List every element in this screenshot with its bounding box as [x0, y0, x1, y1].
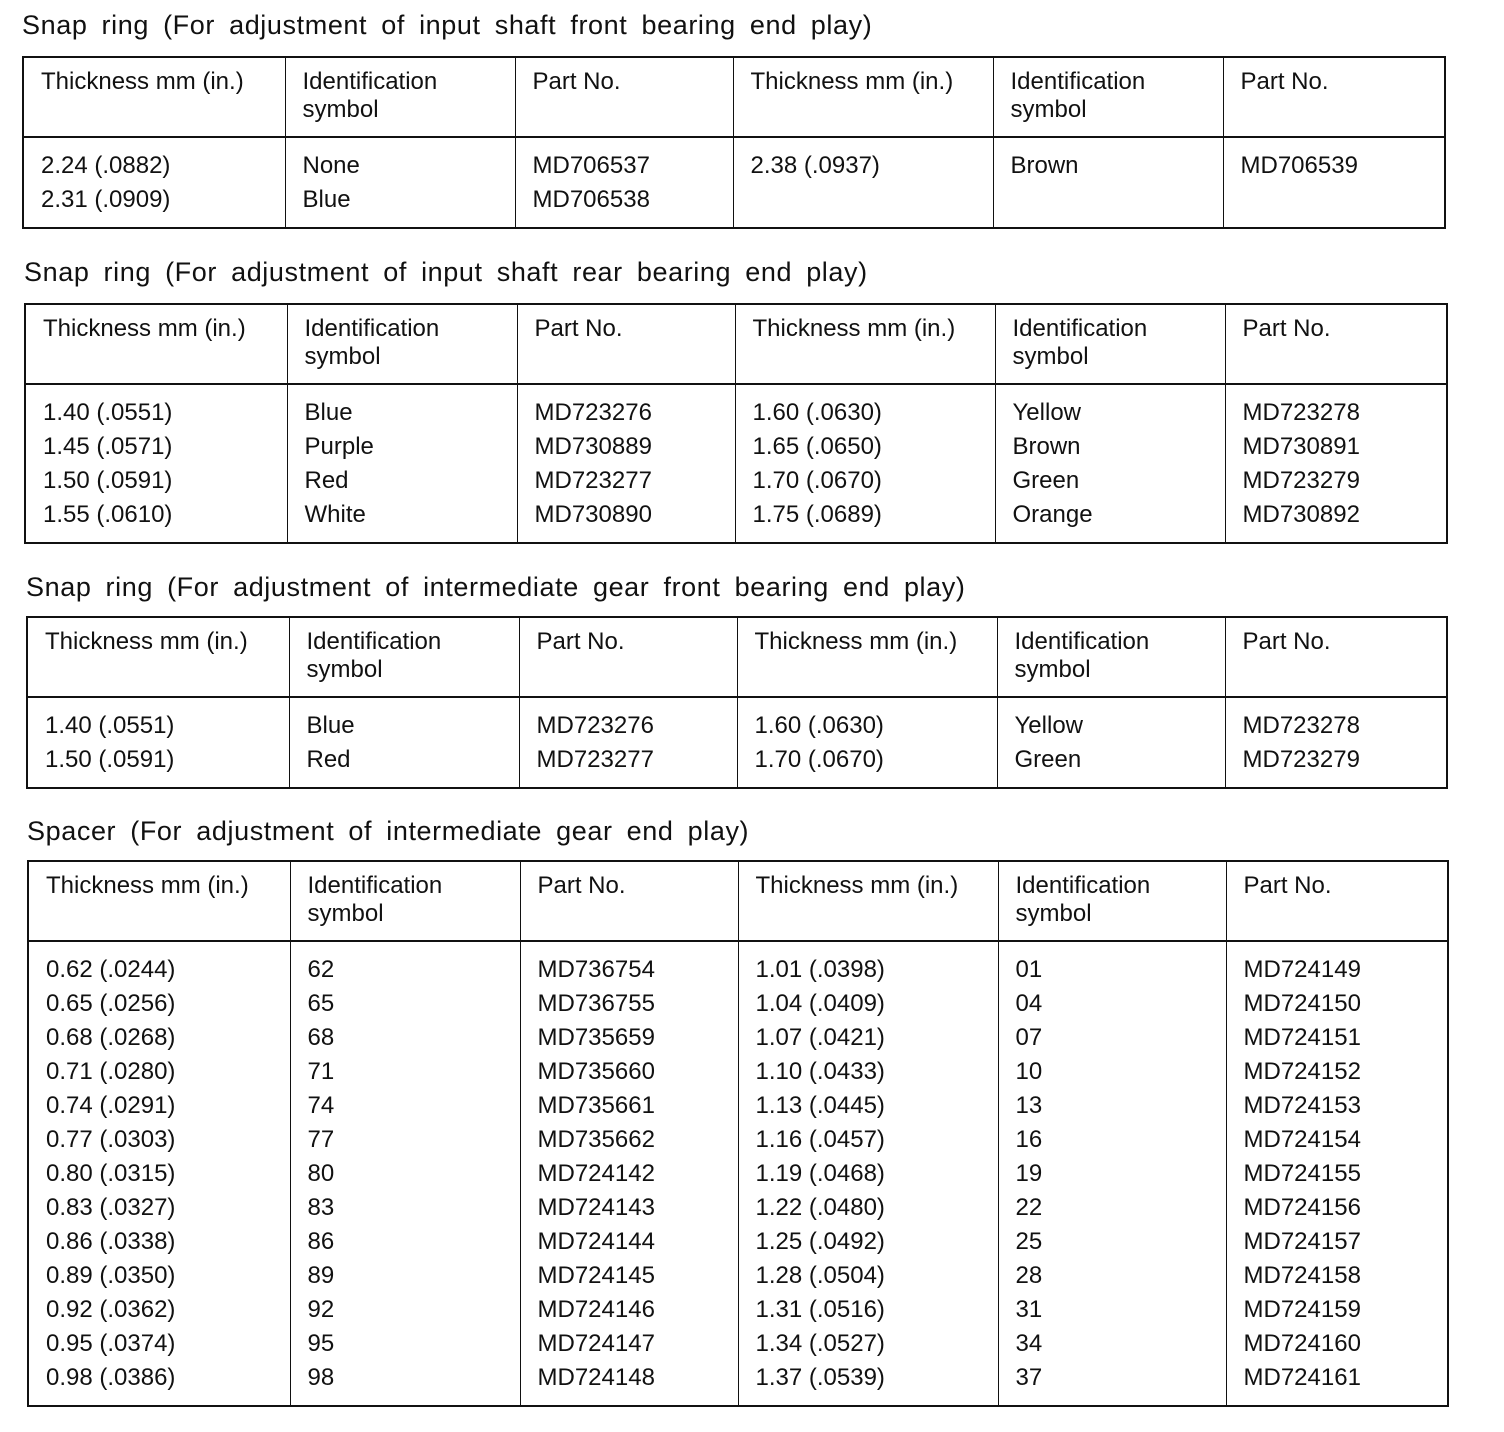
- cell-value: MD724146: [537, 1296, 655, 1323]
- header-text: Identification symbol: [1014, 628, 1150, 683]
- cell-value: 0.80 (.0315): [46, 1160, 176, 1187]
- cell-value: 71: [307, 1058, 335, 1085]
- header-part-no: Part No.: [1226, 861, 1448, 941]
- cell-value: 62: [307, 956, 335, 983]
- cell-value: Yellow: [1014, 712, 1083, 739]
- thickness-cell: [28, 941, 290, 1406]
- cell-value: 1.31 (.0516): [755, 1296, 885, 1323]
- cell-value: 1.07 (.0421): [755, 1024, 885, 1051]
- section-title: Snap ring (For adjustment of input shaft rear bearing end play): [24, 257, 868, 287]
- cell-value: 89: [307, 1262, 335, 1289]
- cell-value: MD724149: [1243, 956, 1361, 983]
- symbol-cell: [995, 384, 1225, 543]
- cell-value: 37: [1015, 1364, 1043, 1391]
- parts-table: [22, 56, 1446, 229]
- cell-value: 77: [307, 1126, 335, 1153]
- cell-value: MD706538: [532, 186, 650, 213]
- cell-value: 1.13 (.0445): [755, 1092, 885, 1119]
- cell-value: Purple: [304, 433, 374, 460]
- cell-value: 1.25 (.0492): [755, 1228, 885, 1255]
- symbol-cell: [993, 137, 1223, 228]
- cell-value: 16: [1015, 1126, 1043, 1153]
- cell-value: MD723279: [1242, 467, 1360, 494]
- cell-value: 65: [307, 990, 335, 1017]
- cell-value: MD730890: [534, 501, 652, 528]
- cell-value: Yellow: [1012, 399, 1081, 426]
- symbol-cell: [290, 941, 520, 1406]
- cell-value: White: [304, 501, 366, 528]
- cell-value: Brown: [1010, 152, 1079, 179]
- parts-table: [26, 616, 1448, 789]
- cell-value: 2.24 (.0882): [41, 152, 171, 179]
- thickness-cell: [735, 384, 995, 543]
- part-no-cell: [520, 941, 738, 1406]
- cell-value: 0.86 (.0338): [46, 1228, 176, 1255]
- cell-value: 98: [307, 1364, 335, 1391]
- cell-value: MD736754: [537, 956, 655, 983]
- header-part-no: Part No.: [517, 304, 735, 384]
- cell-value: Red: [304, 467, 349, 494]
- cell-value: 1.45 (.0571): [43, 433, 173, 460]
- thickness-cell: [23, 137, 285, 228]
- parts-table: [24, 303, 1448, 544]
- cell-value: 1.37 (.0539): [755, 1364, 885, 1391]
- cell-value: 04: [1015, 990, 1043, 1017]
- cell-value: 1.60 (.0630): [754, 712, 884, 739]
- part-no-cell: [519, 697, 737, 788]
- cell-value: 1.70 (.0670): [754, 746, 884, 773]
- cell-value: 1.40 (.0551): [43, 399, 173, 426]
- header-thickness: Thickness mm (in.): [733, 57, 993, 137]
- cell-value: Blue: [302, 186, 351, 213]
- cell-value: 92: [307, 1296, 335, 1323]
- cell-value: 86: [307, 1228, 335, 1255]
- cell-value: MD724150: [1243, 990, 1361, 1017]
- cell-value: MD723278: [1242, 712, 1360, 739]
- header-text: Identification symbol: [307, 872, 443, 927]
- cell-value: MD724155: [1243, 1160, 1361, 1187]
- cell-value: Blue: [306, 712, 355, 739]
- cell-value: 83: [307, 1194, 335, 1221]
- cell-value: 07: [1015, 1024, 1043, 1051]
- cell-value: 1.34 (.0527): [755, 1330, 885, 1357]
- cell-value: Red: [306, 746, 351, 773]
- symbol-cell: [998, 941, 1226, 1406]
- header-identification-symbol: [995, 304, 1225, 384]
- cell-value: MD735659: [537, 1024, 655, 1051]
- cell-value: 80: [307, 1160, 335, 1187]
- table-row: [28, 941, 1448, 1406]
- section-title: Spacer (For adjustment of intermediate gear end play): [27, 816, 750, 846]
- cell-value: MD724152: [1243, 1058, 1361, 1085]
- cell-value: 1.65 (.0650): [752, 433, 882, 460]
- header-identification-symbol: [998, 861, 1226, 941]
- header-identification-symbol: [997, 617, 1225, 697]
- cell-value: MD724148: [537, 1364, 655, 1391]
- cell-value: MD724147: [537, 1330, 655, 1357]
- table-row: [27, 697, 1447, 788]
- cell-value: 2.31 (.0909): [41, 186, 171, 213]
- cell-value: MD735661: [537, 1092, 655, 1119]
- cell-value: 0.89 (.0350): [46, 1262, 176, 1289]
- cell-value: MD724144: [537, 1228, 655, 1255]
- cell-value: 1.40 (.0551): [45, 712, 175, 739]
- header-identification-symbol: [289, 617, 519, 697]
- cell-value: 1.55 (.0610): [43, 501, 173, 528]
- cell-value: Green: [1012, 467, 1080, 494]
- header-identification-symbol: [285, 57, 515, 137]
- part-no-cell: [517, 384, 735, 543]
- cell-value: 1.01 (.0398): [755, 956, 885, 983]
- thickness-cell: [733, 137, 993, 228]
- header-text: Identification symbol: [1010, 68, 1146, 123]
- header-thickness: Thickness mm (in.): [737, 617, 997, 697]
- cell-value: MD724143: [537, 1194, 655, 1221]
- table-row: [25, 384, 1447, 543]
- cell-value: 1.70 (.0670): [752, 467, 882, 494]
- cell-value: 1.19 (.0468): [755, 1160, 885, 1187]
- cell-value: 74: [307, 1092, 335, 1119]
- header-text: Identification symbol: [1012, 315, 1148, 370]
- header-part-no: Part No.: [1225, 304, 1447, 384]
- cell-value: 31: [1015, 1296, 1043, 1323]
- cell-value: MD730889: [534, 433, 652, 460]
- header-part-no: Part No.: [520, 861, 738, 941]
- cell-value: 01: [1015, 956, 1043, 983]
- cell-value: 13: [1015, 1092, 1043, 1119]
- cell-value: 1.16 (.0457): [755, 1126, 885, 1153]
- cell-value: 2.38 (.0937): [750, 152, 880, 179]
- part-no-cell: [515, 137, 733, 228]
- cell-value: 1.50 (.0591): [43, 467, 173, 494]
- cell-value: 0.62 (.0244): [46, 956, 176, 983]
- cell-value: MD723278: [1242, 399, 1360, 426]
- cell-value: MD730892: [1242, 501, 1360, 528]
- cell-value: MD706537: [532, 152, 650, 179]
- cell-value: 1.10 (.0433): [755, 1058, 885, 1085]
- cell-value: MD735660: [537, 1058, 655, 1085]
- cell-value: None: [302, 152, 360, 179]
- header-text: Identification symbol: [304, 315, 440, 370]
- cell-value: Brown: [1012, 433, 1081, 460]
- cell-value: MD724142: [537, 1160, 655, 1187]
- cell-value: MD706539: [1240, 152, 1358, 179]
- header-part-no: Part No.: [519, 617, 737, 697]
- cell-value: 0.95 (.0374): [46, 1330, 176, 1357]
- cell-value: MD724153: [1243, 1092, 1361, 1119]
- cell-value: 28: [1015, 1262, 1043, 1289]
- header-thickness: Thickness mm (in.): [28, 861, 290, 941]
- cell-value: MD723277: [536, 746, 654, 773]
- cell-value: 1.60 (.0630): [752, 399, 882, 426]
- cell-value: 0.98 (.0386): [46, 1364, 176, 1391]
- header-identification-symbol: [287, 304, 517, 384]
- cell-value: MD735662: [537, 1126, 655, 1153]
- header-thickness: Thickness mm (in.): [23, 57, 285, 137]
- table-row: [23, 137, 1445, 228]
- cell-value: 10: [1015, 1058, 1043, 1085]
- thickness-cell: [737, 697, 997, 788]
- header-part-no: Part No.: [1225, 617, 1447, 697]
- header-part-no: Part No.: [1223, 57, 1445, 137]
- cell-value: 19: [1015, 1160, 1043, 1187]
- cell-value: MD723279: [1242, 746, 1360, 773]
- header-part-no: Part No.: [515, 57, 733, 137]
- cell-value: 0.92 (.0362): [46, 1296, 176, 1323]
- header-thickness: Thickness mm (in.): [25, 304, 287, 384]
- thickness-cell: [25, 384, 287, 543]
- cell-value: 1.22 (.0480): [755, 1194, 885, 1221]
- cell-value: 1.50 (.0591): [45, 746, 175, 773]
- cell-value: MD724156: [1243, 1194, 1361, 1221]
- cell-value: MD724151: [1243, 1024, 1361, 1051]
- cell-value: 0.68 (.0268): [46, 1024, 176, 1051]
- cell-value: 0.77 (.0303): [46, 1126, 176, 1153]
- cell-value: MD724159: [1243, 1296, 1361, 1323]
- cell-value: MD724160: [1243, 1330, 1361, 1357]
- cell-value: 68: [307, 1024, 335, 1051]
- parts-table: [27, 860, 1449, 1407]
- symbol-cell: [289, 697, 519, 788]
- cell-value: MD724145: [537, 1262, 655, 1289]
- cell-value: MD723277: [534, 467, 652, 494]
- cell-value: 0.65 (.0256): [46, 990, 176, 1017]
- symbol-cell: [997, 697, 1225, 788]
- cell-value: Green: [1014, 746, 1082, 773]
- header-identification-symbol: [290, 861, 520, 941]
- cell-value: 22: [1015, 1194, 1043, 1221]
- part-no-cell: [1225, 697, 1447, 788]
- cell-value: MD723276: [536, 712, 654, 739]
- symbol-cell: [287, 384, 517, 543]
- part-no-cell: [1223, 137, 1445, 228]
- header-thickness: Thickness mm (in.): [738, 861, 998, 941]
- cell-value: 95: [307, 1330, 335, 1357]
- symbol-cell: [285, 137, 515, 228]
- cell-value: MD724157: [1243, 1228, 1361, 1255]
- cell-value: 1.28 (.0504): [755, 1262, 885, 1289]
- cell-value: 25: [1015, 1228, 1043, 1255]
- header-thickness: Thickness mm (in.): [735, 304, 995, 384]
- cell-value: 0.71 (.0280): [46, 1058, 176, 1085]
- cell-value: MD724154: [1243, 1126, 1361, 1153]
- thickness-cell: [738, 941, 998, 1406]
- cell-value: 0.83 (.0327): [46, 1194, 176, 1221]
- cell-value: MD724158: [1243, 1262, 1361, 1289]
- header-identification-symbol: [993, 57, 1223, 137]
- cell-value: Orange: [1012, 501, 1093, 528]
- cell-value: 0.74 (.0291): [46, 1092, 176, 1119]
- header-text: Identification symbol: [302, 68, 438, 123]
- cell-value: MD724161: [1243, 1364, 1361, 1391]
- header-text: Identification symbol: [306, 628, 442, 683]
- thickness-cell: [27, 697, 289, 788]
- part-no-cell: [1226, 941, 1448, 1406]
- cell-value: MD736755: [537, 990, 655, 1017]
- section-title: Snap ring (For adjustment of intermediate gear front bearing end play): [26, 572, 966, 602]
- header-thickness: Thickness mm (in.): [27, 617, 289, 697]
- section-title: Snap ring (For adjustment of input shaft front bearing end play): [22, 10, 873, 40]
- cell-value: 1.75 (.0689): [752, 501, 882, 528]
- header-text: Identification symbol: [1015, 872, 1151, 927]
- cell-value: 1.04 (.0409): [755, 990, 885, 1017]
- cell-value: Blue: [304, 399, 353, 426]
- cell-value: MD723276: [534, 399, 652, 426]
- cell-value: 34: [1015, 1330, 1043, 1357]
- cell-value: MD730891: [1242, 433, 1360, 460]
- part-no-cell: [1225, 384, 1447, 543]
